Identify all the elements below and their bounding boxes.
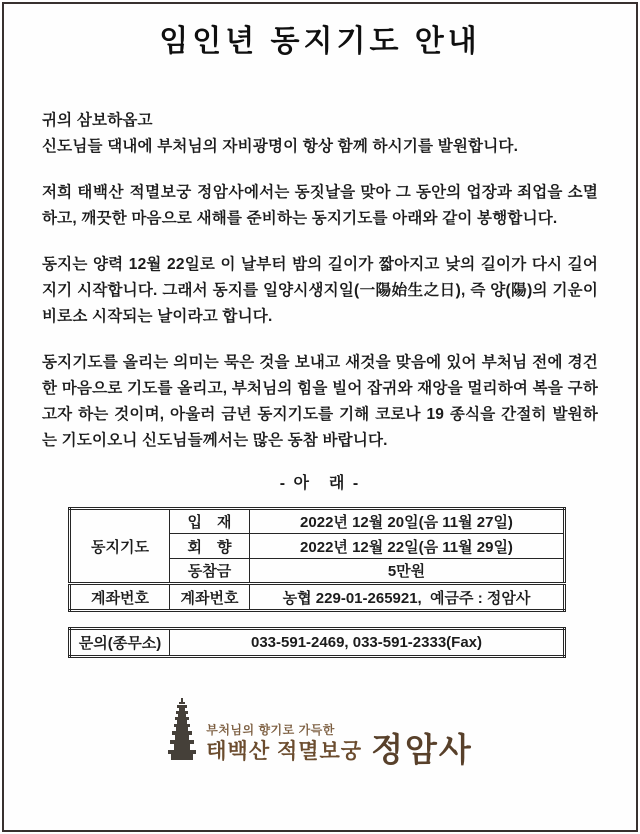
table-row-contact [70,629,565,657]
account-label-cell: 계좌번호 [170,584,250,611]
account-group-cell: 계좌번호 [70,584,170,611]
temple-intro-pre: 저희 [42,184,78,201]
temple-intro-paragraph [42,180,598,232]
fee-value-cell: 5만원 [250,559,565,584]
below-heading: - 아 래 - [279,475,361,492]
logo-text-block [206,721,362,763]
contact-value-cell: 033-591-2469, 033-591-2333(Fax) [170,629,565,657]
solstice-explain-paragraph: 동지는 양력 12월 22일로 이 날부터 밤의 길이가 짧아지고 낮의 길이가 다시 길어지기 시작합니다. 그래서 동지를 일양시생지일(一陽始生之日), 즉 양(陽)의 기운이 비로소 시작되는 날이라고 합니다. [42,256,598,325]
ipjae-label-cell: 입 재 [170,509,250,534]
hoehyang-label-cell: 회 향 [170,534,250,559]
temple-intro-post: 에서는 동짓날을 맞아 그 동안의 업장과 죄업을 소멸하고, 깨끗한 마음으로 새해를 준비하는 동지기도를 아래와 같이 봉행합니다. [42,184,598,227]
greeting-paragraph [42,108,598,160]
contact-label-cell: 문의(종무소) [70,629,170,657]
greeting-line-2: 신도님들 댁내에 부처님의 자비광명이 항상 함께 하시기를 발원합니다. [42,138,519,155]
logo-temple-name: 정암사 [371,731,473,768]
logo-temple-line: 태백산 적멸보궁 [206,740,363,763]
greeting-line-1: 귀의 삼보하옵고 [42,112,153,129]
schedule-group-cell: 동지기도 [70,509,170,584]
ipjae-value-cell: 2022년 12월 20일(음 11월 27일) [250,509,565,534]
account-value-cell: 농협 229-01-265921, 예금주 : 정암사 [250,584,565,611]
logo-tagline: 부처님의 향기로 가득한 [206,723,335,737]
temple-logo [42,698,598,768]
temple-name-emphasis: 태백산 적멸보궁 정암사 [77,184,245,201]
hoehyang-value-cell: 2022년 12월 22일(음 11월 29일) [250,534,565,559]
schedule-table [68,507,566,612]
contact-table [68,627,566,658]
table-row-account [70,584,565,611]
table-row-ipjae [70,509,565,534]
prayer-meaning-paragraph: 동지기도를 올리는 의미는 묵은 것을 보내고 새것을 맞음에 있어 부처님 전에 경건한 마음으로 기도를 올리고, 부처님의 힘을 빌어 잡귀와 재앙을 멀리하여 복을 구하고자 하는 것이며, 아울러 금년 동지기도를 기해 코로나 19 종식을 간절히 발원하는 기도이오니 신도님들께서는 많은 동참 바랍니다. [42,354,598,449]
notice-document [2,2,638,832]
pagoda-icon [167,698,197,762]
page-title: 임인년 동지기도 안내 [159,25,481,58]
fee-label-cell: 동참금 [170,559,250,584]
